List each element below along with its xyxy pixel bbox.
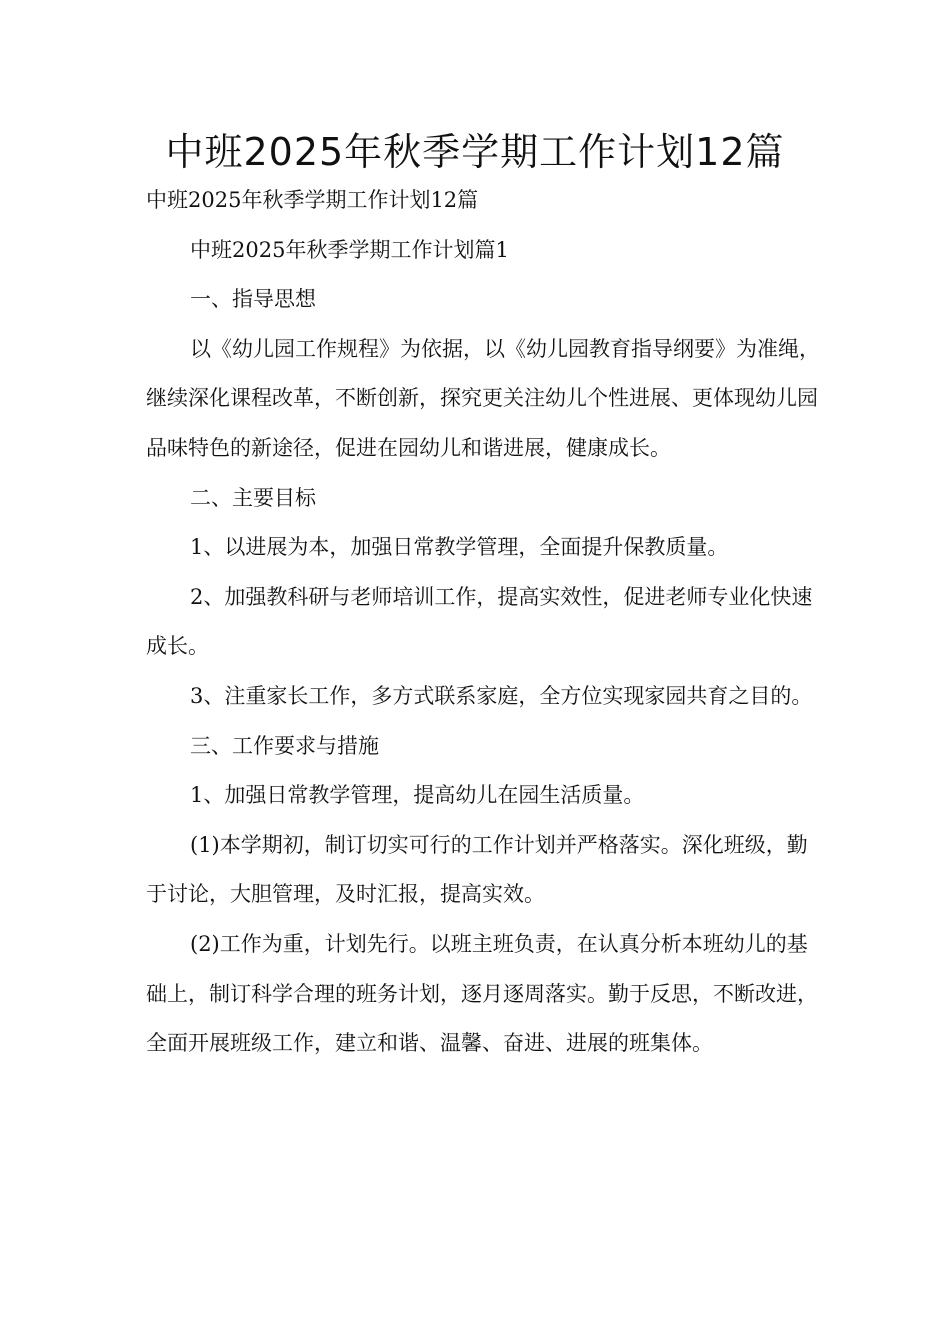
section-heading: 中班2025年秋季学期工作计划篇1 — [190, 237, 509, 262]
paragraph: 3、注重家长工作，多方式联系家庭，全方位实现家园共育之目的。 — [190, 683, 813, 708]
document-body — [146, 176, 826, 1069]
paragraph: (2)工作为重，计划先行。以班主班负责，在认真分析本班幼儿的基础上，制订科学合理的班务计划，逐月逐周落实。勤于反思，不断改进，全面开展班级工作，建立和谐、温馨、奋进、进展的班集体。 — [146, 931, 818, 1056]
paragraph: 1、加强日常教学管理，提高幼儿在园生活质量。 — [190, 783, 645, 808]
section-heading: 三、工作要求与措施 — [190, 733, 379, 758]
section-heading: 一、指导思想 — [190, 287, 316, 312]
paragraph: (1)本学期初，制订切实可行的工作计划并严格落实。深化班级，勤于讨论，大胆管理，及时汇报，提高实效。 — [146, 832, 808, 907]
paragraph: 2、加强教科研与老师培训工作，提高实效性，促进老师专业化快速成长。 — [146, 584, 813, 659]
paragraph: 以《幼儿园工作规程》为依据，以《幼儿园教育指导纲要》为准绳，继续深化课程改革，不断创新，探究更关注幼儿个性进展、更体现幼儿园品味特色的新途径，促进在园幼儿和谐进展，健康成长。 — [146, 336, 820, 460]
document-title: 中班2025年秋季学期工作计划12篇 — [165, 130, 785, 174]
subtitle-line: 中班2025年秋季学期工作计划12篇 — [146, 188, 479, 212]
paragraph: 1、以进展为本，加强日常教学管理，全面提升保教质量。 — [190, 535, 729, 560]
section-heading: 二、主要目标 — [190, 485, 316, 510]
